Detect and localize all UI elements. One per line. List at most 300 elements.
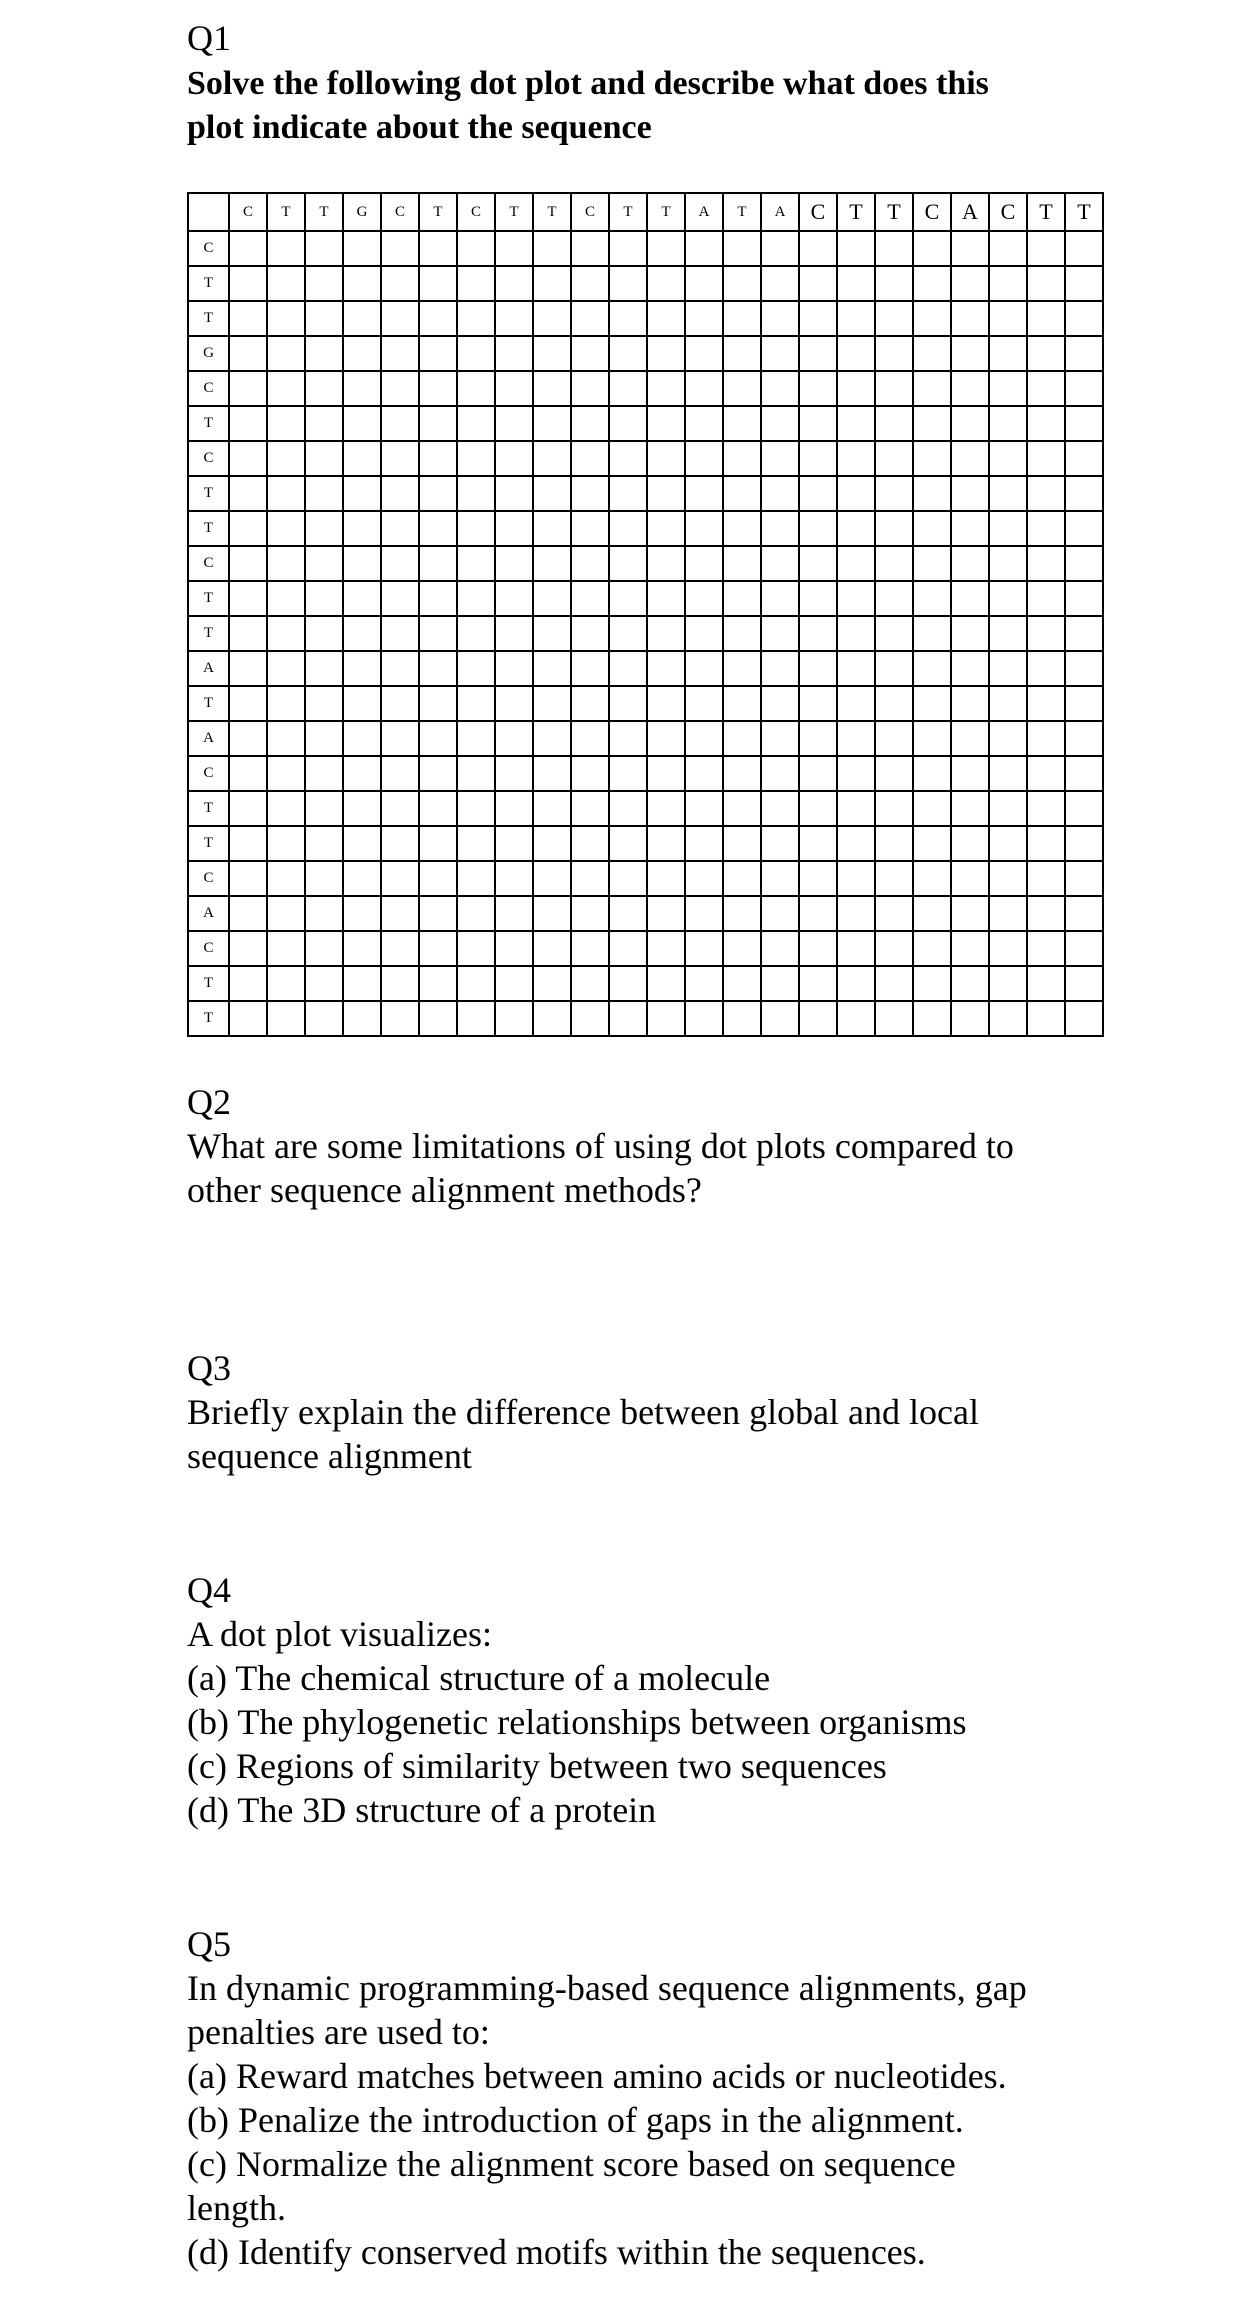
dot-plot-cell[interactable] xyxy=(723,301,761,336)
dot-plot-cell[interactable] xyxy=(267,826,305,861)
dot-plot-cell[interactable] xyxy=(1027,511,1065,546)
dot-plot-cell[interactable] xyxy=(1065,826,1103,861)
dot-plot-cell[interactable] xyxy=(457,616,495,651)
dot-plot-cell[interactable] xyxy=(495,931,533,966)
dot-plot-cell[interactable] xyxy=(533,581,571,616)
dot-plot-cell[interactable] xyxy=(533,301,571,336)
dot-plot-cell[interactable] xyxy=(419,301,457,336)
dot-plot-cell[interactable] xyxy=(951,966,989,1001)
dot-plot-cell[interactable] xyxy=(1027,476,1065,511)
dot-plot-cell[interactable] xyxy=(1027,231,1065,266)
dot-plot-cell[interactable] xyxy=(799,756,837,791)
dot-plot-cell[interactable] xyxy=(609,406,647,441)
dot-plot-cell[interactable] xyxy=(989,266,1027,301)
dot-plot-cell[interactable] xyxy=(229,371,267,406)
dot-plot-cell[interactable] xyxy=(913,266,951,301)
dot-plot-cell[interactable] xyxy=(1027,861,1065,896)
dot-plot-cell[interactable] xyxy=(343,546,381,581)
dot-plot-cell[interactable] xyxy=(837,441,875,476)
dot-plot-cell[interactable] xyxy=(305,826,343,861)
dot-plot-cell[interactable] xyxy=(647,826,685,861)
dot-plot-cell[interactable] xyxy=(533,336,571,371)
dot-plot-cell[interactable] xyxy=(267,476,305,511)
dot-plot-cell[interactable] xyxy=(799,476,837,511)
dot-plot-cell[interactable] xyxy=(723,721,761,756)
dot-plot-cell[interactable] xyxy=(381,441,419,476)
dot-plot-cell[interactable] xyxy=(229,791,267,826)
dot-plot-cell[interactable] xyxy=(267,231,305,266)
dot-plot-cell[interactable] xyxy=(1065,476,1103,511)
dot-plot-cell[interactable] xyxy=(799,616,837,651)
dot-plot-cell[interactable] xyxy=(761,651,799,686)
dot-plot-cell[interactable] xyxy=(913,861,951,896)
dot-plot-cell[interactable] xyxy=(571,721,609,756)
dot-plot-cell[interactable] xyxy=(419,721,457,756)
dot-plot-cell[interactable] xyxy=(951,896,989,931)
dot-plot-cell[interactable] xyxy=(229,616,267,651)
dot-plot-cell[interactable] xyxy=(913,616,951,651)
dot-plot-cell[interactable] xyxy=(381,301,419,336)
dot-plot-cell[interactable] xyxy=(875,1001,913,1036)
dot-plot-cell[interactable] xyxy=(685,1001,723,1036)
dot-plot-cell[interactable] xyxy=(381,721,419,756)
dot-plot-cell[interactable] xyxy=(495,721,533,756)
dot-plot-cell[interactable] xyxy=(837,406,875,441)
dot-plot-cell[interactable] xyxy=(419,231,457,266)
dot-plot-cell[interactable] xyxy=(723,441,761,476)
dot-plot-cell[interactable] xyxy=(495,966,533,1001)
dot-plot-cell[interactable] xyxy=(609,651,647,686)
dot-plot-cell[interactable] xyxy=(267,301,305,336)
dot-plot-cell[interactable] xyxy=(305,756,343,791)
dot-plot-cell[interactable] xyxy=(1065,616,1103,651)
dot-plot-cell[interactable] xyxy=(533,756,571,791)
dot-plot-cell[interactable] xyxy=(381,336,419,371)
dot-plot-cell[interactable] xyxy=(761,861,799,896)
dot-plot-cell[interactable] xyxy=(305,511,343,546)
dot-plot-cell[interactable] xyxy=(989,966,1027,1001)
dot-plot-cell[interactable] xyxy=(951,511,989,546)
dot-plot-cell[interactable] xyxy=(457,931,495,966)
dot-plot-cell[interactable] xyxy=(837,756,875,791)
dot-plot-cell[interactable] xyxy=(381,616,419,651)
dot-plot-cell[interactable] xyxy=(875,966,913,1001)
dot-plot-cell[interactable] xyxy=(609,441,647,476)
dot-plot-cell[interactable] xyxy=(229,301,267,336)
dot-plot-cell[interactable] xyxy=(267,406,305,441)
dot-plot-cell[interactable] xyxy=(609,336,647,371)
dot-plot-cell[interactable] xyxy=(343,511,381,546)
dot-plot-cell[interactable] xyxy=(875,616,913,651)
dot-plot-cell[interactable] xyxy=(647,371,685,406)
dot-plot-cell[interactable] xyxy=(381,756,419,791)
dot-plot-cell[interactable] xyxy=(343,231,381,266)
dot-plot-cell[interactable] xyxy=(647,581,685,616)
dot-plot-cell[interactable] xyxy=(343,966,381,1001)
dot-plot-cell[interactable] xyxy=(1065,651,1103,686)
dot-plot-cell[interactable] xyxy=(419,896,457,931)
dot-plot-cell[interactable] xyxy=(647,546,685,581)
dot-plot-cell[interactable] xyxy=(875,301,913,336)
dot-plot-cell[interactable] xyxy=(647,511,685,546)
dot-plot-cell[interactable] xyxy=(533,931,571,966)
dot-plot-cell[interactable] xyxy=(799,371,837,406)
dot-plot-cell[interactable] xyxy=(647,721,685,756)
dot-plot-cell[interactable] xyxy=(913,301,951,336)
dot-plot-cell[interactable] xyxy=(723,896,761,931)
dot-plot-cell[interactable] xyxy=(647,791,685,826)
dot-plot-cell[interactable] xyxy=(799,826,837,861)
dot-plot-cell[interactable] xyxy=(419,266,457,301)
dot-plot-cell[interactable] xyxy=(1027,756,1065,791)
dot-plot-cell[interactable] xyxy=(685,931,723,966)
dot-plot-cell[interactable] xyxy=(951,686,989,721)
dot-plot-cell[interactable] xyxy=(913,546,951,581)
dot-plot-cell[interactable] xyxy=(1065,546,1103,581)
dot-plot-cell[interactable] xyxy=(685,861,723,896)
dot-plot-cell[interactable] xyxy=(875,686,913,721)
dot-plot-cell[interactable] xyxy=(609,721,647,756)
dot-plot-cell[interactable] xyxy=(419,441,457,476)
dot-plot-cell[interactable] xyxy=(495,406,533,441)
dot-plot-cell[interactable] xyxy=(1027,896,1065,931)
dot-plot-cell[interactable] xyxy=(495,301,533,336)
dot-plot-cell[interactable] xyxy=(989,826,1027,861)
dot-plot-cell[interactable] xyxy=(761,931,799,966)
dot-plot-cell[interactable] xyxy=(381,651,419,686)
dot-plot-cell[interactable] xyxy=(799,581,837,616)
dot-plot-cell[interactable] xyxy=(875,581,913,616)
dot-plot-cell[interactable] xyxy=(685,721,723,756)
dot-plot-cell[interactable] xyxy=(609,581,647,616)
dot-plot-cell[interactable] xyxy=(571,581,609,616)
dot-plot-cell[interactable] xyxy=(1065,686,1103,721)
dot-plot-cell[interactable] xyxy=(419,686,457,721)
dot-plot-cell[interactable] xyxy=(267,756,305,791)
dot-plot-cell[interactable] xyxy=(533,546,571,581)
dot-plot-cell[interactable] xyxy=(685,581,723,616)
dot-plot-cell[interactable] xyxy=(989,441,1027,476)
dot-plot-cell[interactable] xyxy=(951,826,989,861)
dot-plot-cell[interactable] xyxy=(723,231,761,266)
dot-plot-cell[interactable] xyxy=(647,931,685,966)
dot-plot-cell[interactable] xyxy=(951,616,989,651)
dot-plot-cell[interactable] xyxy=(457,301,495,336)
dot-plot-cell[interactable] xyxy=(571,476,609,511)
dot-plot-cell[interactable] xyxy=(951,581,989,616)
dot-plot-cell[interactable] xyxy=(305,651,343,686)
dot-plot-cell[interactable] xyxy=(419,791,457,826)
dot-plot-cell[interactable] xyxy=(951,861,989,896)
dot-plot-cell[interactable] xyxy=(571,791,609,826)
dot-plot-cell[interactable] xyxy=(1065,966,1103,1001)
dot-plot-cell[interactable] xyxy=(989,756,1027,791)
dot-plot-cell[interactable] xyxy=(761,896,799,931)
dot-plot-cell[interactable] xyxy=(913,231,951,266)
dot-plot-cell[interactable] xyxy=(837,371,875,406)
dot-plot-cell[interactable] xyxy=(913,651,951,686)
dot-plot-cell[interactable] xyxy=(1027,301,1065,336)
dot-plot-cell[interactable] xyxy=(457,511,495,546)
dot-plot-cell[interactable] xyxy=(723,756,761,791)
dot-plot-cell[interactable] xyxy=(685,616,723,651)
dot-plot-cell[interactable] xyxy=(1027,686,1065,721)
dot-plot-cell[interactable] xyxy=(571,896,609,931)
dot-plot-cell[interactable] xyxy=(305,581,343,616)
dot-plot-cell[interactable] xyxy=(229,1001,267,1036)
dot-plot-cell[interactable] xyxy=(609,231,647,266)
dot-plot-cell[interactable] xyxy=(685,686,723,721)
dot-plot-cell[interactable] xyxy=(723,546,761,581)
dot-plot-cell[interactable] xyxy=(1065,406,1103,441)
dot-plot-cell[interactable] xyxy=(457,1001,495,1036)
dot-plot-cell[interactable] xyxy=(685,441,723,476)
dot-plot-cell[interactable] xyxy=(533,1001,571,1036)
dot-plot-cell[interactable] xyxy=(457,441,495,476)
dot-plot-cell[interactable] xyxy=(761,791,799,826)
dot-plot-cell[interactable] xyxy=(799,1001,837,1036)
dot-plot-cell[interactable] xyxy=(571,371,609,406)
dot-plot-cell[interactable] xyxy=(647,441,685,476)
dot-plot-cell[interactable] xyxy=(1065,371,1103,406)
dot-plot-cell[interactable] xyxy=(875,826,913,861)
dot-plot-cell[interactable] xyxy=(457,756,495,791)
dot-plot-cell[interactable] xyxy=(875,476,913,511)
dot-plot-cell[interactable] xyxy=(343,756,381,791)
dot-plot-cell[interactable] xyxy=(495,581,533,616)
dot-plot-cell[interactable] xyxy=(875,791,913,826)
dot-plot-cell[interactable] xyxy=(647,266,685,301)
dot-plot-cell[interactable] xyxy=(1027,791,1065,826)
dot-plot-cell[interactable] xyxy=(229,721,267,756)
dot-plot-cell[interactable] xyxy=(685,651,723,686)
dot-plot-cell[interactable] xyxy=(761,826,799,861)
dot-plot-cell[interactable] xyxy=(305,441,343,476)
dot-plot-cell[interactable] xyxy=(761,266,799,301)
dot-plot-cell[interactable] xyxy=(229,861,267,896)
dot-plot-cell[interactable] xyxy=(381,686,419,721)
dot-plot-cell[interactable] xyxy=(571,861,609,896)
dot-plot-cell[interactable] xyxy=(267,616,305,651)
dot-plot-cell[interactable] xyxy=(837,966,875,1001)
dot-plot-cell[interactable] xyxy=(1027,546,1065,581)
dot-plot-cell[interactable] xyxy=(457,336,495,371)
dot-plot-cell[interactable] xyxy=(685,791,723,826)
dot-plot-cell[interactable] xyxy=(533,476,571,511)
dot-plot-cell[interactable] xyxy=(343,861,381,896)
dot-plot-cell[interactable] xyxy=(837,721,875,756)
dot-plot-cell[interactable] xyxy=(571,441,609,476)
dot-plot-cell[interactable] xyxy=(799,966,837,1001)
dot-plot-cell[interactable] xyxy=(913,441,951,476)
dot-plot-cell[interactable] xyxy=(381,546,419,581)
dot-plot-cell[interactable] xyxy=(495,791,533,826)
dot-plot-cell[interactable] xyxy=(647,301,685,336)
dot-plot-cell[interactable] xyxy=(761,406,799,441)
dot-plot-cell[interactable] xyxy=(381,581,419,616)
dot-plot-cell[interactable] xyxy=(343,581,381,616)
dot-plot-cell[interactable] xyxy=(875,336,913,371)
dot-plot-cell[interactable] xyxy=(495,616,533,651)
dot-plot-cell[interactable] xyxy=(647,336,685,371)
dot-plot-cell[interactable] xyxy=(799,511,837,546)
dot-plot-cell[interactable] xyxy=(381,371,419,406)
dot-plot-cell[interactable] xyxy=(267,511,305,546)
dot-plot-cell[interactable] xyxy=(837,861,875,896)
dot-plot-cell[interactable] xyxy=(685,371,723,406)
dot-plot-cell[interactable] xyxy=(685,896,723,931)
dot-plot-cell[interactable] xyxy=(837,616,875,651)
dot-plot-cell[interactable] xyxy=(723,651,761,686)
dot-plot-cell[interactable] xyxy=(1027,1001,1065,1036)
dot-plot-cell[interactable] xyxy=(989,581,1027,616)
dot-plot-cell[interactable] xyxy=(305,301,343,336)
dot-plot-cell[interactable] xyxy=(495,546,533,581)
dot-plot-cell[interactable] xyxy=(837,686,875,721)
dot-plot-cell[interactable] xyxy=(229,406,267,441)
dot-plot-cell[interactable] xyxy=(609,896,647,931)
dot-plot-cell[interactable] xyxy=(533,721,571,756)
dot-plot-cell[interactable] xyxy=(761,231,799,266)
dot-plot-cell[interactable] xyxy=(875,931,913,966)
dot-plot-cell[interactable] xyxy=(989,651,1027,686)
dot-plot-cell[interactable] xyxy=(837,511,875,546)
dot-plot-cell[interactable] xyxy=(1065,1001,1103,1036)
dot-plot-cell[interactable] xyxy=(685,546,723,581)
dot-plot-cell[interactable] xyxy=(381,931,419,966)
dot-plot-cell[interactable] xyxy=(457,826,495,861)
dot-plot-cell[interactable] xyxy=(343,441,381,476)
dot-plot-cell[interactable] xyxy=(1027,826,1065,861)
dot-plot-cell[interactable] xyxy=(913,686,951,721)
dot-plot-cell[interactable] xyxy=(305,266,343,301)
dot-plot-cell[interactable] xyxy=(913,511,951,546)
dot-plot-cell[interactable] xyxy=(685,476,723,511)
dot-plot-cell[interactable] xyxy=(571,406,609,441)
dot-plot-cell[interactable] xyxy=(267,441,305,476)
dot-plot-cell[interactable] xyxy=(875,896,913,931)
dot-plot-cell[interactable] xyxy=(609,476,647,511)
dot-plot-cell[interactable] xyxy=(951,336,989,371)
dot-plot-cell[interactable] xyxy=(1027,336,1065,371)
dot-plot-cell[interactable] xyxy=(419,861,457,896)
dot-plot-cell[interactable] xyxy=(229,931,267,966)
dot-plot-cell[interactable] xyxy=(723,476,761,511)
dot-plot-cell[interactable] xyxy=(647,406,685,441)
dot-plot-cell[interactable] xyxy=(457,581,495,616)
dot-plot-cell[interactable] xyxy=(305,791,343,826)
dot-plot-cell[interactable] xyxy=(267,651,305,686)
dot-plot-cell[interactable] xyxy=(381,476,419,511)
dot-plot-cell[interactable] xyxy=(799,721,837,756)
dot-plot-cell[interactable] xyxy=(723,686,761,721)
dot-plot-cell[interactable] xyxy=(609,266,647,301)
dot-plot-cell[interactable] xyxy=(533,511,571,546)
dot-plot-cell[interactable] xyxy=(419,581,457,616)
dot-plot-cell[interactable] xyxy=(913,826,951,861)
dot-plot-cell[interactable] xyxy=(609,616,647,651)
dot-plot-cell[interactable] xyxy=(343,721,381,756)
dot-plot-cell[interactable] xyxy=(457,791,495,826)
dot-plot-cell[interactable] xyxy=(647,616,685,651)
dot-plot-cell[interactable] xyxy=(419,931,457,966)
dot-plot-cell[interactable] xyxy=(495,861,533,896)
dot-plot-cell[interactable] xyxy=(761,756,799,791)
dot-plot-cell[interactable] xyxy=(799,686,837,721)
dot-plot-cell[interactable] xyxy=(989,371,1027,406)
dot-plot-cell[interactable] xyxy=(837,546,875,581)
dot-plot-cell[interactable] xyxy=(267,686,305,721)
dot-plot-cell[interactable] xyxy=(951,1001,989,1036)
dot-plot-cell[interactable] xyxy=(609,546,647,581)
dot-plot-cell[interactable] xyxy=(913,406,951,441)
dot-plot-cell[interactable] xyxy=(229,756,267,791)
dot-plot-cell[interactable] xyxy=(571,616,609,651)
dot-plot-cell[interactable] xyxy=(799,931,837,966)
dot-plot-cell[interactable] xyxy=(647,1001,685,1036)
dot-plot-cell[interactable] xyxy=(229,826,267,861)
dot-plot-cell[interactable] xyxy=(1027,721,1065,756)
dot-plot-cell[interactable] xyxy=(989,546,1027,581)
dot-plot-cell[interactable] xyxy=(305,966,343,1001)
dot-plot-cell[interactable] xyxy=(799,791,837,826)
dot-plot-cell[interactable] xyxy=(989,686,1027,721)
dot-plot-cell[interactable] xyxy=(913,966,951,1001)
dot-plot-cell[interactable] xyxy=(533,651,571,686)
dot-plot-cell[interactable] xyxy=(267,931,305,966)
dot-plot-cell[interactable] xyxy=(305,721,343,756)
dot-plot-cell[interactable] xyxy=(837,826,875,861)
dot-plot-cell[interactable] xyxy=(305,861,343,896)
dot-plot-cell[interactable] xyxy=(381,406,419,441)
dot-plot-cell[interactable] xyxy=(419,511,457,546)
dot-plot-cell[interactable] xyxy=(343,931,381,966)
dot-plot-cell[interactable] xyxy=(951,931,989,966)
dot-plot-cell[interactable] xyxy=(1065,756,1103,791)
dot-plot-cell[interactable] xyxy=(685,336,723,371)
dot-plot-cell[interactable] xyxy=(799,231,837,266)
dot-plot-cell[interactable] xyxy=(989,931,1027,966)
dot-plot-cell[interactable] xyxy=(989,231,1027,266)
dot-plot-cell[interactable] xyxy=(495,1001,533,1036)
dot-plot-cell[interactable] xyxy=(799,301,837,336)
dot-plot-cell[interactable] xyxy=(723,861,761,896)
dot-plot-cell[interactable] xyxy=(609,861,647,896)
dot-plot-cell[interactable] xyxy=(381,791,419,826)
dot-plot-cell[interactable] xyxy=(343,266,381,301)
dot-plot-cell[interactable] xyxy=(609,791,647,826)
dot-plot-cell[interactable] xyxy=(951,301,989,336)
dot-plot-cell[interactable] xyxy=(989,336,1027,371)
dot-plot-cell[interactable] xyxy=(267,336,305,371)
dot-plot-cell[interactable] xyxy=(533,231,571,266)
dot-plot-cell[interactable] xyxy=(381,826,419,861)
dot-plot-cell[interactable] xyxy=(761,476,799,511)
dot-plot-cell[interactable] xyxy=(609,686,647,721)
dot-plot-cell[interactable] xyxy=(837,301,875,336)
dot-plot-cell[interactable] xyxy=(343,616,381,651)
dot-plot-cell[interactable] xyxy=(495,266,533,301)
dot-plot-cell[interactable] xyxy=(229,546,267,581)
dot-plot-cell[interactable] xyxy=(761,371,799,406)
dot-plot-cell[interactable] xyxy=(913,371,951,406)
dot-plot-cell[interactable] xyxy=(913,1001,951,1036)
dot-plot-cell[interactable] xyxy=(495,476,533,511)
dot-plot-cell[interactable] xyxy=(571,966,609,1001)
dot-plot-cell[interactable] xyxy=(913,336,951,371)
dot-plot-cell[interactable] xyxy=(1065,266,1103,301)
dot-plot-cell[interactable] xyxy=(305,406,343,441)
